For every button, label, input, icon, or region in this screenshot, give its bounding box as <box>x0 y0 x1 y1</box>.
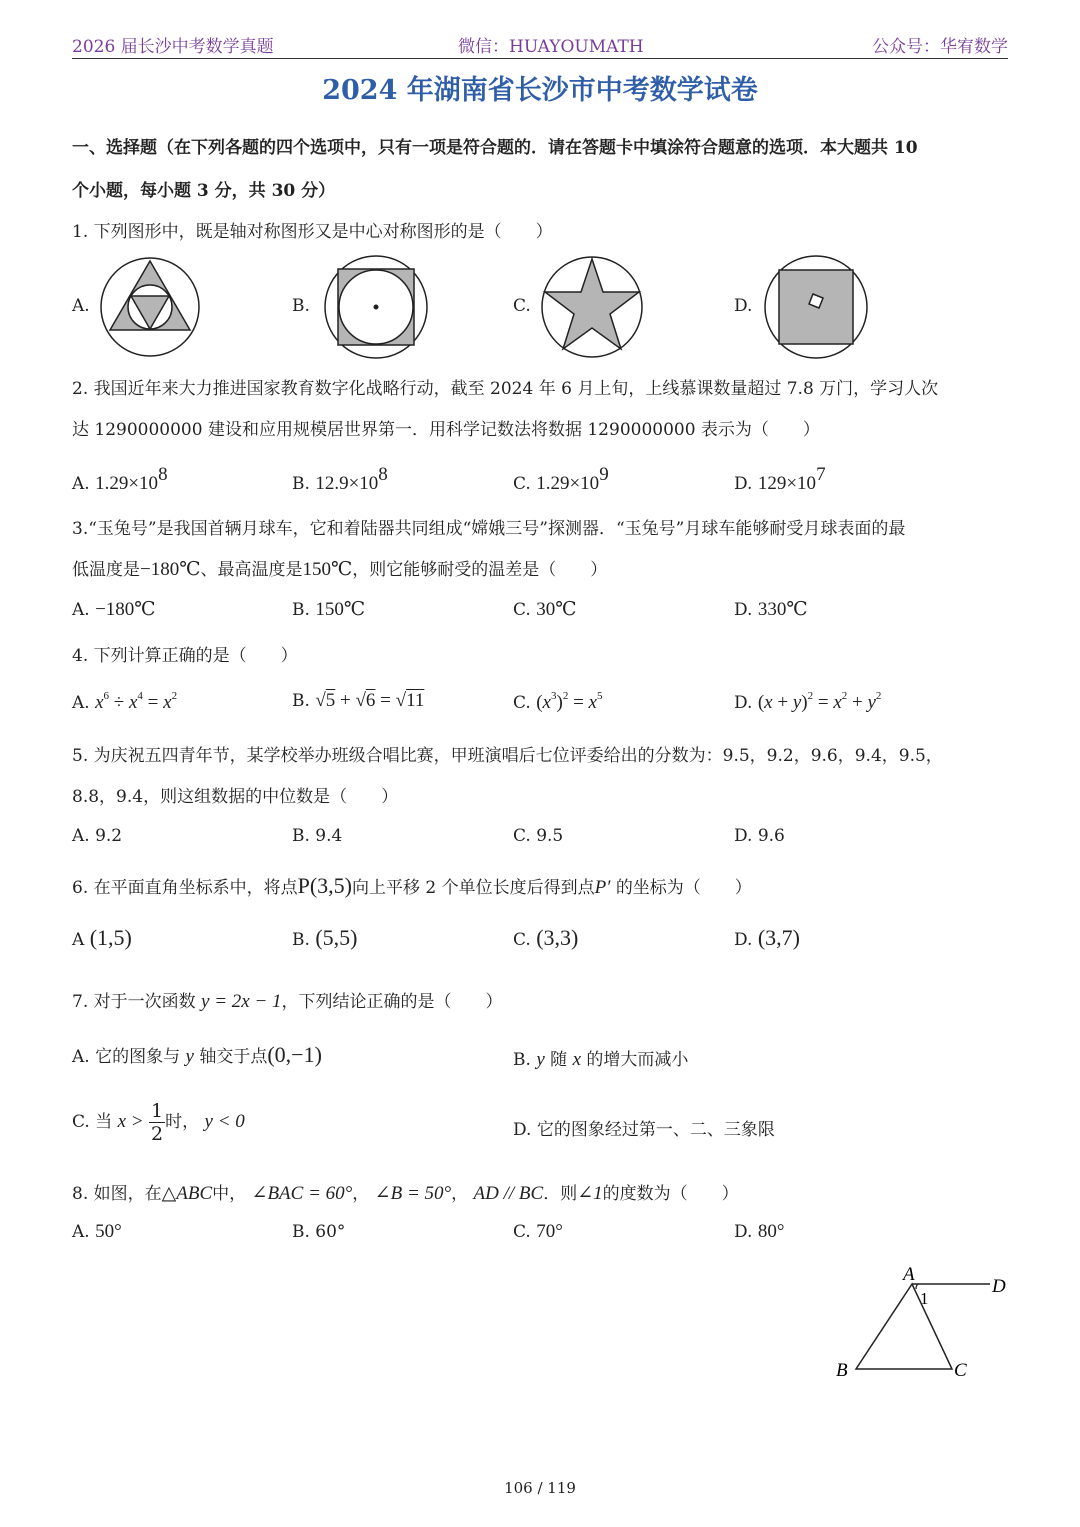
header-center: 微信：HUAYOUMATH <box>458 37 644 57</box>
q2-option-d: D. $129\times 10^7$ <box>734 464 826 494</box>
label-angle-1: 1 <box>920 1289 929 1308</box>
q5-option-a: A. 9.2 <box>72 826 123 846</box>
q1-figure-c <box>539 255 645 359</box>
q4-option-c: C. $(x^3)^2 = x^5$ <box>513 690 603 713</box>
q1-option-c-label: C. <box>513 296 531 316</box>
label-c: C <box>954 1360 967 1381</box>
q5-stem-line1: 5. 为庆祝五四青年节，某学校举办班级合唱比赛，甲班演唱后七位评委给出的分数为：9.5，9.2，9.6，9.4，9.5， <box>72 746 943 766</box>
q2-option-a: A. $1.29\times 10^8$ <box>72 464 168 494</box>
q3-option-b: B. 150℃ <box>292 599 366 620</box>
q8-option-a: A. 50° <box>72 1221 122 1242</box>
q7-stem: 7. 对于一次函数 y = 2x − 1，下列结论正确的是（ ） <box>72 991 503 1012</box>
q8-option-b: B. 60° <box>292 1222 346 1242</box>
q1-option-a-label: A. <box>72 296 90 316</box>
q1-figure-b <box>318 255 434 359</box>
fraction-one-half: $\frac{1}{2}$ <box>151 1100 164 1145</box>
q3-stem-line2: 低温度是−180℃、最高温度是150℃，则它能够耐受的温差是（ ） <box>72 559 608 580</box>
q1-option-b-label: B. <box>292 296 310 316</box>
header-divider <box>72 58 1008 59</box>
q1-figure-a <box>98 255 202 359</box>
label-a: A <box>903 1264 915 1285</box>
q7-option-a: A. 它的图象与 y 轴交于点(0,−1) <box>72 1042 322 1067</box>
header-left: 2026 届长沙中考数学真题 <box>72 37 274 57</box>
section-heading-line1: 一、选择题（在下列各题的四个选项中，只有一项是符合题的．请在答题卡中填涂符合题意的选项．本大题共 10 <box>72 138 918 158</box>
q4-option-a: A. $x^6 \div x^4 = x^2$ <box>72 690 178 713</box>
q6-stem: 6. 在平面直角坐标系中，将点P(3,5)向上平移 2 个单位长度后得到点P′ 的坐标为（ ） <box>72 873 752 898</box>
q8-option-c: C. 70° <box>513 1221 563 1242</box>
label-b: B <box>836 1360 848 1381</box>
q5-option-d: D. 9.6 <box>734 826 785 846</box>
q2-option-b: B. $12.9\times 10^8$ <box>292 464 388 494</box>
triangle-abc <box>856 1284 952 1369</box>
q3-option-c: C. 30℃ <box>513 599 577 620</box>
q7-option-d: D. 它的图象经过第一、二、三象限 <box>513 1120 775 1140</box>
q7-option-c: C. 当 x > $\frac{1}{2}$ 时， y < 0 <box>72 1100 245 1145</box>
q2-stem-line1: 2. 我国近年来大力推进国家教育数字化战略行动，截至 2024 年 6 月上旬，上线慕课数量超过 7.8 万门，学习人次 <box>72 379 939 399</box>
q5-stem-line2: 8.8，9.4，则这组数据的中位数是（ ） <box>72 787 399 807</box>
q1-stem: 1. 下列图形中，既是轴对称图形又是中心对称图形的是（ ） <box>72 222 553 242</box>
label-d: D <box>992 1276 1006 1297</box>
q6-option-b: B. (5,5) <box>292 925 358 950</box>
section-heading-line2: 个小题，每小题 3 分，共 30 分） <box>72 181 336 201</box>
q3-option-d: D. 330℃ <box>734 599 808 620</box>
q7-option-b: B. y 随 x 的增大而减小 <box>513 1049 689 1070</box>
page-title: 2024 年湖南省长沙市中考数学试卷 <box>322 75 758 106</box>
q6-option-a: A (1,5) <box>72 925 132 950</box>
q4-option-b: B. √5 + √6 = √11 <box>292 690 425 711</box>
q4-option-d: D. $(x + y)^2 = x^2 + y^2$ <box>734 690 882 713</box>
q8-option-d: D. 80° <box>734 1221 785 1242</box>
q3-option-a: A. −180℃ <box>72 599 156 620</box>
q8-triangle-figure <box>830 1262 1020 1387</box>
q3-stem-line1: 3.“玉兔号”是我国首辆月球车，它和着陆器共同组成“嫦娥三号”探测器．“玉兔号”月球车能够耐受月球表面的最 <box>72 519 906 539</box>
q6-option-c: C. (3,3) <box>513 925 579 950</box>
q2-stem-line2: 达 1290000000 建设和应用规模居世界第一．用科学记数法将数据 1290000000 表示为（ ） <box>72 420 820 440</box>
q5-option-b: B. 9.4 <box>292 826 343 846</box>
q1-option-d-label: D. <box>734 296 753 316</box>
q6-option-d: D. (3,7) <box>734 925 800 950</box>
q8-stem: 8. 如图，在△ABC中， ∠BAC = 60°， ∠B = 50°， AD // BC．则∠1的度数为（ ） <box>72 1183 739 1204</box>
q2-option-c: C. $1.29\times 10^9$ <box>513 464 609 494</box>
header-right: 公众号：华宥数学 <box>872 37 1008 57</box>
q5-option-c: C. 9.5 <box>513 826 564 846</box>
q1-figure-d <box>761 255 871 359</box>
page-number: 106 / 119 <box>504 1479 576 1497</box>
q4-stem: 4. 下列计算正确的是（ ） <box>72 646 298 666</box>
